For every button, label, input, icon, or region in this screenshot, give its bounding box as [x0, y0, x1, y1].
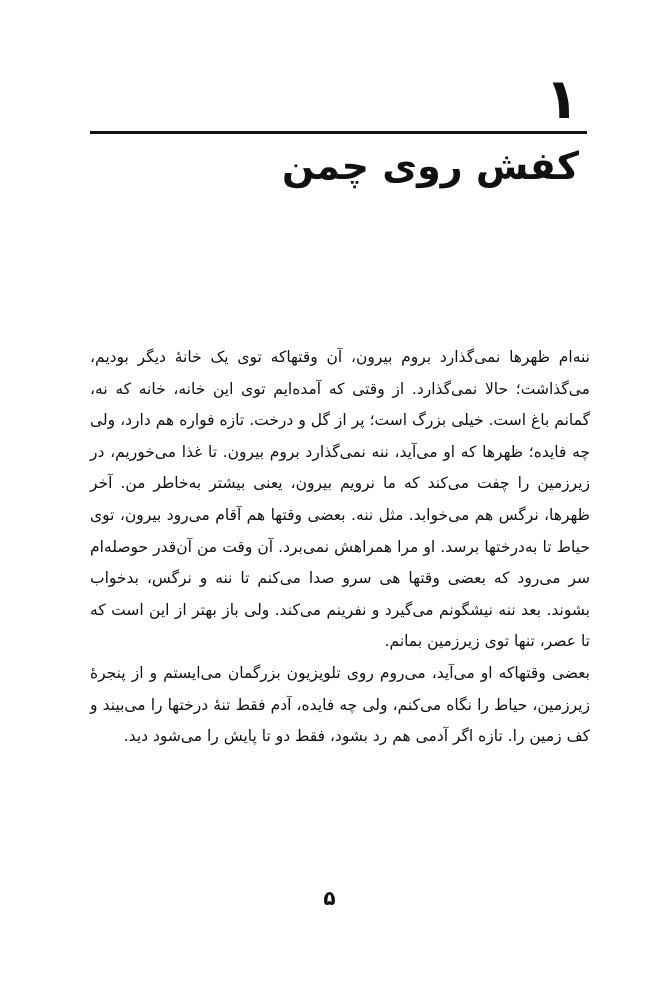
chapter-divider	[90, 131, 587, 134]
chapter-title: کفش روی چمن	[281, 144, 579, 188]
page-number: ۵	[323, 886, 336, 910]
chapter-body	[90, 342, 590, 753]
paragraph: ننه‌ام ظهرها نمی‌گذارد بروم بیرون، آن وقتهاکه توی یک خانهٔ دیگر بودیم، می‌گذاشت؛ حالا نمی‌گذارد. از وقتی که آمده‌ایم توی این خانه، خانه که نه، گمانم باغ است. خیلی بزرگ است؛ پر از گل و درخت. تازه فواره هم دارد، ولی چه فایده؛ ظهرها که او می‌آید، ننه نمی‌گذارد بروم بیرون. تا غذا می‌خوریم، در زیرزمین را چفت می‌کند که ما نرویم بیرون، یعنی بیشتر به‌خاطر من. آخر ظهرها، نرگس هم می‌خوابد. مثل ننه. بعضی وقتها هم آقام می‌رود بیرون، توی حیاط تا به‌درختها برسد. او مرا همراهش نمی‌برد. آن وقت من آن‌قدر حوصله‌ام سر می‌رود که بعضی وقتها هی سرو صدا می‌کنم تا ننه و نرگس، بدخواب بشوند. بعد ننه نیشگونم می‌گیرد و نفرینم می‌کند. ولی باز بهتر از این است که تا عصر، تنها توی زیرزمین بمانم.	[90, 348, 590, 651]
paragraph: بعضی وقتهاکه او می‌آید، می‌روم روی تلویزیون بزرگمان می‌ایستم و از پنجرهٔ زیرزمین، حیاط را نگاه می‌کنم، ولی چه فایده، آدم فقط تنهٔ درختها را می‌بیند و کف زمین را. تازه اگر آدمی هم رد بشود، فقط دو تا پایش را می‌شود دید.	[90, 663, 590, 746]
chapter-number: ۱	[544, 67, 579, 132]
